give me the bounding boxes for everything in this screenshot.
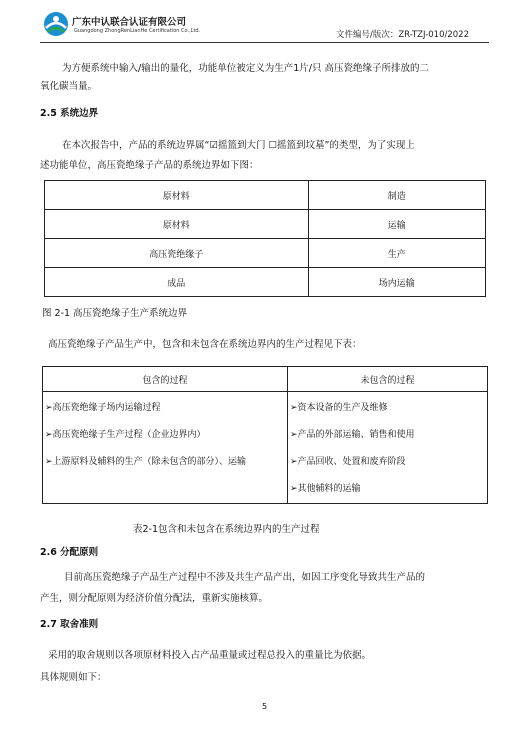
list-item: ➢高压瓷绝缘子生产过程（企业边界内） — [45, 430, 206, 440]
process-boundary-table — [42, 366, 488, 504]
list-item-empty — [43, 476, 287, 503]
included-process-cell — [43, 392, 288, 504]
paragraph-cutoff-rule: 采用的取舍规则以各项原材料投入占产品重量或过程总投入的重量比为依据。 — [48, 650, 372, 661]
section-heading-cutoff: 2.7 取舍准则 — [40, 619, 99, 630]
paragraph-boundary-line2: 述功能单位，高压瓷绝缘子产品的系统边界如下图： — [40, 160, 259, 171]
figure-caption: 图 2-1 高压瓷绝缘子生产系统边界 — [42, 308, 188, 319]
table-cell: 运输 — [308, 210, 485, 239]
table-row — [45, 268, 486, 297]
list-item: ➢其他辅料的运输 — [290, 484, 361, 494]
paragraph-process-intro: 高压瓷绝缘子产品生产中，包含和未包含在系统边界内的生产过程见下表： — [48, 339, 362, 350]
organization-name: 广东中认联合认证有限公司 — [72, 17, 187, 28]
paragraph-specific-rules: 具体规则如下： — [40, 672, 107, 683]
table-cell: 原材料 — [45, 181, 309, 210]
paragraph-allocation-line1: 目前高压瓷绝缘子产品生产过程中不涉及共生产品产出，如因工序变化导致共生产品的 — [64, 572, 426, 583]
company-logo-icon — [42, 10, 70, 38]
table-caption: 表2-1包含和未包含在系统边界内的生产过程 — [133, 524, 320, 535]
table-cell: 生产 — [308, 239, 485, 268]
list-item: ➢产品的外部运输、销售和使用 — [290, 430, 415, 440]
table-cell: 制造 — [308, 181, 485, 210]
document-number: 文件编号/版次：ZR-TZJ-010/2022 — [335, 30, 469, 40]
paragraph-functional-unit-line1: 为方便系统中输入/输出的量化，功能单位被定义为生产1片/只 高压瓷绝缘子所排放的二 — [62, 63, 429, 74]
table-cell: 原材料 — [45, 210, 309, 239]
list-item: ➢产品回收、处置和废弃阶段 — [290, 457, 406, 467]
system-boundary-table — [44, 180, 486, 297]
table-row — [45, 210, 486, 239]
section-heading-allocation: 2.6 分配原则 — [40, 547, 99, 558]
table-row — [43, 392, 488, 504]
page-number: 5 — [261, 702, 268, 711]
list-item: ➢资本设备的生产及维修 — [290, 403, 388, 413]
paragraph-boundary-line1: 在本次报告中，产品的系统边界属“☑摇篮到大门 ☐摇篮到坟墓”的类型，为了实现上 — [62, 140, 415, 151]
table-row — [45, 239, 486, 268]
table-row — [45, 181, 486, 210]
excluded-process-cell — [288, 392, 488, 504]
paragraph-functional-unit-line2: 氧化碳当量。 — [40, 81, 98, 92]
table-header-row — [43, 367, 488, 392]
table-cell: 场内运输 — [308, 268, 485, 297]
list-item: ➢上游原料及辅料的生产（除未包含的部分）、运输 — [45, 457, 247, 467]
column-header-excluded: 未包含的过程 — [288, 367, 488, 392]
table-cell: 成品 — [45, 268, 309, 297]
paragraph-allocation-line2: 产生，则分配原则为经济价值分配法，重新实施核算。 — [40, 593, 269, 604]
column-header-included: 包含的过程 — [43, 367, 288, 392]
list-item: ➢高压瓷绝缘子场内运输过程 — [45, 403, 161, 413]
section-heading-system-boundary: 2.5 系统边界 — [40, 108, 99, 119]
table-cell: 高压瓷绝缘子 — [45, 239, 309, 268]
organization-name-english: Guangdong ZhongRenLianHe Certification Co.,Ltd. — [74, 28, 201, 34]
header-divider — [40, 42, 489, 43]
